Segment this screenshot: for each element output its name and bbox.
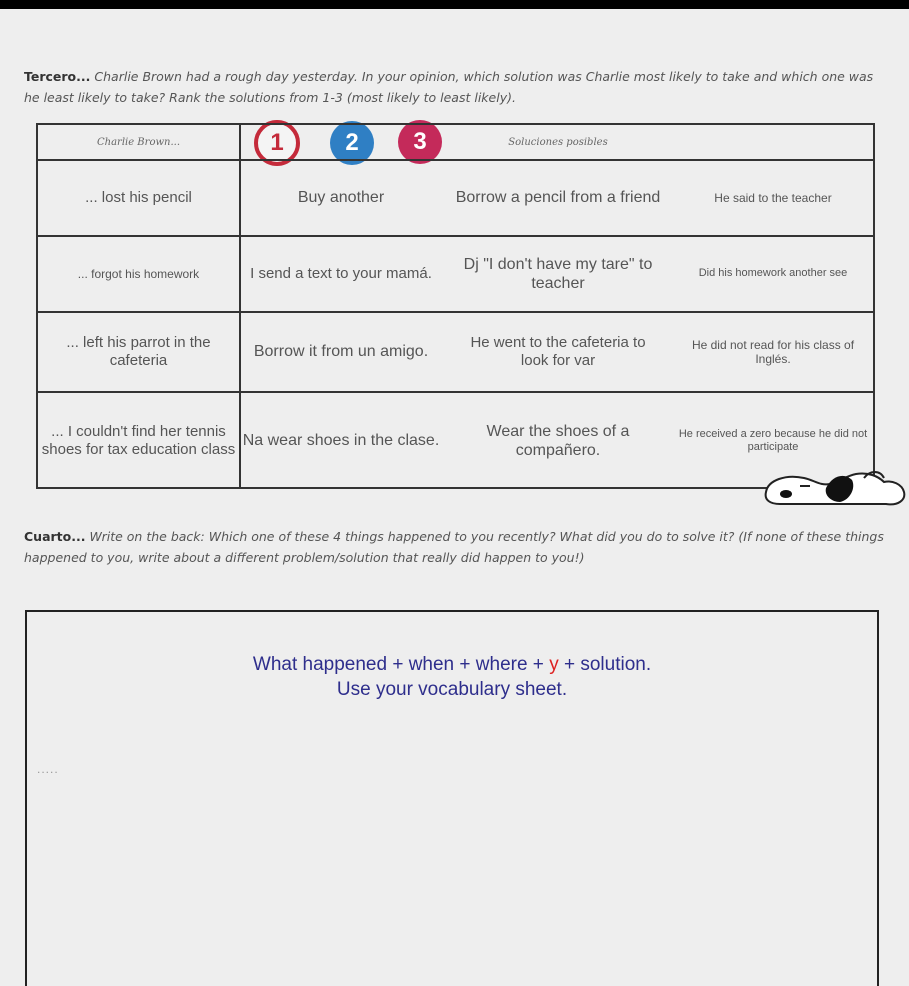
- solution-cell: [241, 313, 441, 391]
- prompt-part1: What happened + when + where +: [252, 654, 550, 675]
- top-bar: [0, 0, 909, 9]
- writing-box[interactable]: [25, 610, 879, 986]
- rank-circle-2: 2: [330, 121, 374, 165]
- solution-cell: [448, 161, 668, 235]
- cuarto-instructions: [24, 526, 884, 568]
- tercero-label: Tercero...: [24, 69, 91, 84]
- solution-text: He did not read for his class of Inglés.: [691, 337, 855, 366]
- solution-text: He went to the cafeteria to look for var: [470, 334, 646, 369]
- problem-text: ... left his parrot in the cafeteria: [66, 334, 211, 369]
- cuarto-text: Write on the back: Which one of these 4 things happened to you recently? What did you do to solve it? (If none of these things happened to you, write about a different problem/solution that really did happen to you!): [24, 529, 884, 565]
- writing-prompt: [27, 652, 877, 702]
- solution-cell: [458, 313, 658, 391]
- solution-text: Borrow it from un amigo.: [253, 343, 429, 361]
- prompt-y: y: [549, 654, 559, 675]
- tercero-instructions: [24, 66, 884, 108]
- solution-text: Na wear shoes in the clase.: [242, 432, 440, 450]
- solution-text: He received a zero because he did not participate: [678, 427, 868, 453]
- solution-text: I send a text to your mamá.: [250, 265, 432, 282]
- solution-cell: [241, 161, 441, 235]
- snoopy-illustration: [760, 458, 909, 510]
- solution-cell: [678, 237, 868, 311]
- solution-text: Borrow a pencil from a friend: [455, 189, 661, 207]
- problem-cell: [38, 161, 239, 235]
- prompt-line2: Use your vocabulary sheet.: [336, 679, 568, 700]
- rank-circle-1: 1: [254, 120, 300, 166]
- problem-text: ... I couldn't find her tennis shoes for tax education class: [41, 423, 236, 458]
- rank-circle-3: 3: [398, 120, 442, 164]
- header-soluciones: Soluciones posibles: [508, 136, 608, 148]
- solution-cell: [241, 237, 441, 311]
- problem-cell: [38, 393, 239, 489]
- header-charlie-brown: Charlie Brown...: [96, 136, 180, 148]
- cuarto-label: Cuarto...: [24, 529, 86, 544]
- solution-cell: [458, 393, 658, 489]
- solution-text: Wear the shoes of a compañero.: [486, 422, 630, 459]
- problem-text: ... forgot his homework: [77, 266, 200, 281]
- solution-text: He said to the teacher: [714, 190, 832, 205]
- solution-text: Dj "I don't have my tare" to teacher: [463, 255, 653, 292]
- solution-text: Buy another: [297, 189, 385, 207]
- problem-cell: [38, 237, 239, 311]
- problem-text: ... lost his pencil: [85, 189, 192, 206]
- solution-cell: [241, 393, 441, 489]
- solution-text: Did his homework another see: [698, 267, 848, 280]
- solution-cell: [678, 161, 868, 235]
- solutions-table: [36, 123, 875, 489]
- solution-cell: [448, 237, 668, 311]
- problem-cell: [38, 313, 239, 391]
- prompt-part2: + solution.: [558, 654, 652, 675]
- tercero-text: Charlie Brown had a rough day yesterday. In your opinion, which solution was Charlie most likely to take and which one was he least likely to take? Rank the solutions from 1-3 (most likely to least likely).: [24, 69, 874, 105]
- writing-dots: .....: [37, 762, 59, 776]
- solution-cell: [678, 313, 868, 391]
